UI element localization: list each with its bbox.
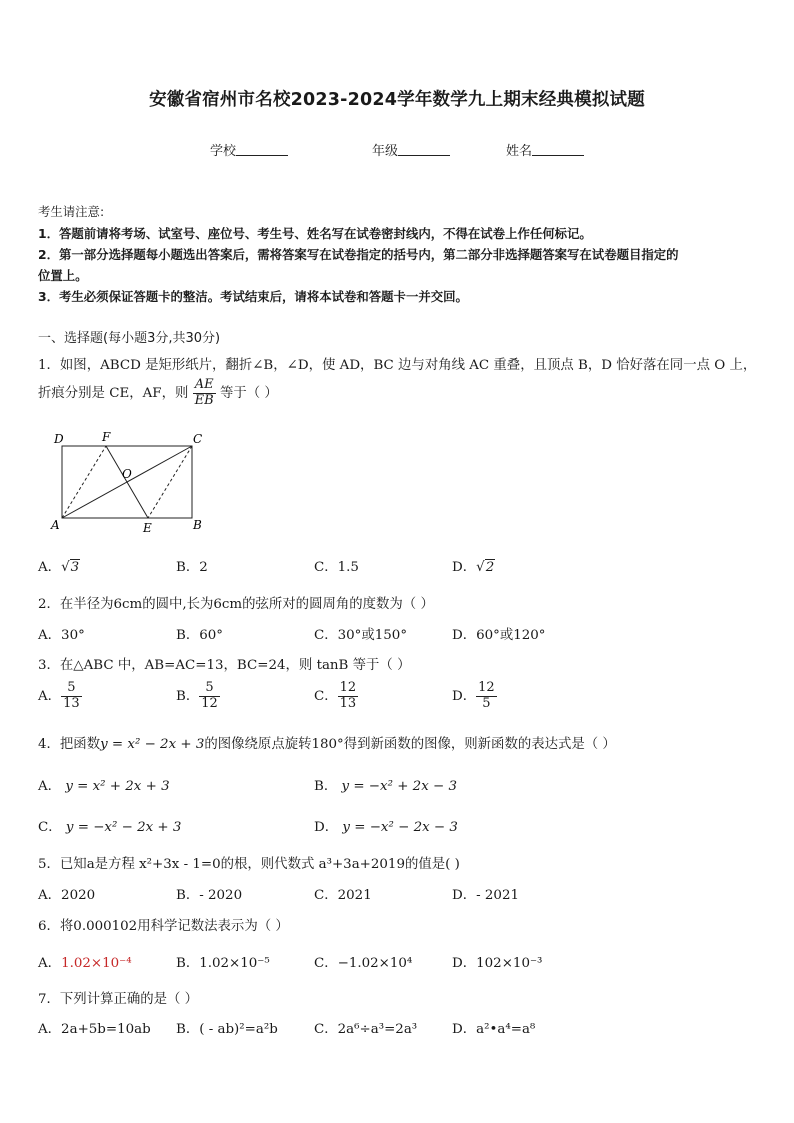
label-d: D	[54, 432, 64, 446]
note-item-2: 2．第一部分选择题每小题选出答案后，需将答案写在试卷指定的括号内，第二部分非选择题答案写在试卷题目指定的	[38, 247, 679, 262]
question-7-option-a[interactable]: A．2a+5b=10ab	[38, 1022, 151, 1037]
note-item-1: 1．答题前请将考场、试室号、座位号、考生号、姓名写在试卷密封线内，不得在试卷上作任何标记。	[38, 226, 592, 241]
option-label: C．	[314, 956, 338, 971]
question-1-suffix: 等于（ ）	[219, 385, 278, 401]
option-label: B．	[176, 956, 200, 971]
question-7-text: 7．下列计算正确的是（ ）	[38, 992, 199, 1007]
option-expression: y = −x² + 2x − 3	[341, 779, 457, 794]
notes-heading: 考生请注意:	[38, 204, 105, 219]
option-label: A．	[38, 560, 62, 575]
option-expression: y = −x² − 2x − 3	[342, 820, 458, 835]
option-expression: 1.02×10⁻⁵	[199, 956, 270, 971]
label-e: E	[143, 521, 152, 535]
question-7-option-c[interactable]: C．2a⁶÷a³=2a³	[314, 1022, 418, 1037]
question-3-option-b[interactable]	[176, 681, 220, 712]
option-label: C．	[314, 688, 338, 704]
option-label: D．	[314, 820, 339, 835]
question-6-option-a[interactable]	[38, 952, 132, 971]
note-item-3: 3．考生必须保证答题卡的整洁。考试结束后，请将本试卷和答题卡一并交回。	[38, 289, 468, 304]
fraction-denominator: 13	[63, 695, 80, 711]
question-2-option-d[interactable]: D．60°或120°	[452, 628, 546, 643]
grade-label: 年级	[372, 144, 399, 159]
question-2-option-a[interactable]: A．30°	[38, 628, 85, 643]
question-7-option-d[interactable]: D．a²•a⁴=a⁸	[452, 1022, 536, 1037]
fraction-numerator: 5	[61, 681, 82, 697]
fraction-ae-eb	[193, 378, 216, 409]
option-label: A．	[38, 688, 62, 704]
option-label: D．	[452, 688, 477, 704]
label-o: O	[122, 467, 132, 481]
question-5-option-d[interactable]: D．- 2021	[452, 888, 519, 903]
section-heading: 一、选择题(每小题3分,共30分)	[38, 331, 221, 346]
name-blank[interactable]	[532, 143, 584, 156]
sqrt-symbol: √3	[61, 560, 80, 575]
sqrt-symbol: √2	[476, 560, 495, 575]
option-expression: 1.02×10⁻⁴	[61, 956, 132, 971]
fraction-numerator: 12	[478, 680, 495, 695]
grade-field[interactable]	[372, 140, 450, 159]
question-2-option-b[interactable]: B．60°	[176, 628, 223, 643]
name-field[interactable]	[506, 140, 584, 159]
function-expression: y = x² − 2x + 3	[100, 737, 205, 752]
question-6-option-b[interactable]	[176, 952, 270, 971]
question-3-option-d[interactable]	[452, 681, 497, 712]
option-label: B．	[314, 779, 338, 794]
question-4-option-c[interactable]	[38, 816, 181, 835]
option-label: B．	[176, 688, 200, 704]
label-f: F	[102, 430, 111, 444]
question-3-option-a[interactable]	[38, 681, 82, 712]
question-3-text: 3．在△ABC 中，AB=AC=13，BC=24，则 tanB 等于（ ）	[38, 658, 411, 673]
question-6-option-c[interactable]	[314, 952, 412, 971]
radicand: 2	[485, 560, 495, 575]
option-label: D．	[452, 560, 477, 575]
fraction	[476, 681, 497, 712]
question-1-option-d[interactable]	[452, 556, 495, 575]
question-1-option-b[interactable]: B．2	[176, 560, 208, 575]
fraction-denominator: EB	[194, 392, 214, 408]
school-blank[interactable]	[236, 143, 288, 156]
question-5-option-b[interactable]: B．- 2020	[176, 888, 243, 903]
fraction-numerator: 12	[339, 680, 357, 695]
fraction-numerator: AE	[193, 378, 216, 394]
question-1-option-c[interactable]: C．1.5	[314, 560, 359, 575]
rectangle-figure	[48, 428, 213, 538]
question-5-option-c[interactable]: C．2021	[314, 888, 372, 903]
question-1-prefix: 折痕分别是 CE，AF，则	[38, 385, 189, 401]
question-4-prefix: 4．把函数	[38, 737, 101, 752]
fraction	[338, 681, 359, 712]
question-2-option-c[interactable]: C．30°或150°	[314, 628, 408, 643]
option-expression: y = x² + 2x + 3	[65, 779, 170, 794]
question-1-line1: 1．如图，ABCD 是矩形纸片，翻折∠B，∠D，使 AD，BC 边与对角线 AC 重叠，且顶点 B，D 恰好落在同一点 O 上，	[38, 358, 757, 373]
option-expression: y = −x² − 2x + 3	[65, 820, 182, 835]
school-field[interactable]	[210, 140, 288, 159]
label-c: C	[193, 432, 203, 446]
question-4-option-b[interactable]	[314, 775, 457, 794]
radicand: 3	[70, 560, 80, 575]
question-3-option-c[interactable]	[314, 681, 358, 712]
fraction	[61, 681, 82, 712]
school-label: 学校	[210, 144, 237, 159]
option-label: C．	[38, 820, 62, 835]
grade-blank[interactable]	[398, 143, 450, 156]
fold-line-ce	[148, 446, 192, 518]
question-5-text: 5．已知a是方程 x²+3x - 1=0的根，则代数式 a³+3a+2019的值是( )	[38, 857, 460, 872]
question-4-option-d[interactable]	[314, 816, 458, 835]
option-expression: 102×10⁻³	[476, 956, 543, 971]
question-6-text: 6．将0.000102用科学记数法表示为（ ）	[38, 919, 289, 934]
question-4-text	[38, 733, 616, 752]
question-2-text: 2．在半径为6cm的圆中,长为6cm的弦所对的圆周角的度数为（ ）	[38, 597, 434, 612]
option-expression: −1.02×10⁴	[337, 956, 413, 971]
fraction-numerator: 5	[199, 681, 220, 697]
option-label: A．	[38, 956, 62, 971]
label-b: B	[193, 518, 202, 532]
fold-line-af	[62, 446, 106, 518]
exam-title: 安徽省宿州市名校2023-2024学年数学九上期末经典模拟试题	[149, 90, 645, 110]
question-5-option-a[interactable]: A．2020	[38, 888, 96, 903]
question-1-option-a[interactable]	[38, 556, 80, 575]
fraction	[199, 681, 220, 712]
question-6-option-d[interactable]	[452, 952, 542, 971]
question-4-suffix: 的图像绕原点旋转180°得到新函数的图像，则新函数的表达式是（ ）	[204, 737, 616, 752]
option-label: D．	[452, 956, 477, 971]
fraction-denominator: 12	[201, 695, 218, 711]
label-a: A	[51, 518, 60, 532]
question-4-option-a[interactable]	[38, 775, 170, 794]
note-item-2-cont: 位置上。	[38, 268, 88, 283]
segment-fe	[106, 446, 148, 518]
option-label: A．	[38, 779, 62, 794]
name-label: 姓名	[506, 144, 533, 159]
question-7-option-b[interactable]: B．( - ab)²=a²b	[176, 1022, 278, 1037]
fraction-denominator: 5	[482, 695, 491, 711]
question-1-line2	[38, 378, 278, 409]
fraction-denominator: 13	[339, 695, 357, 711]
